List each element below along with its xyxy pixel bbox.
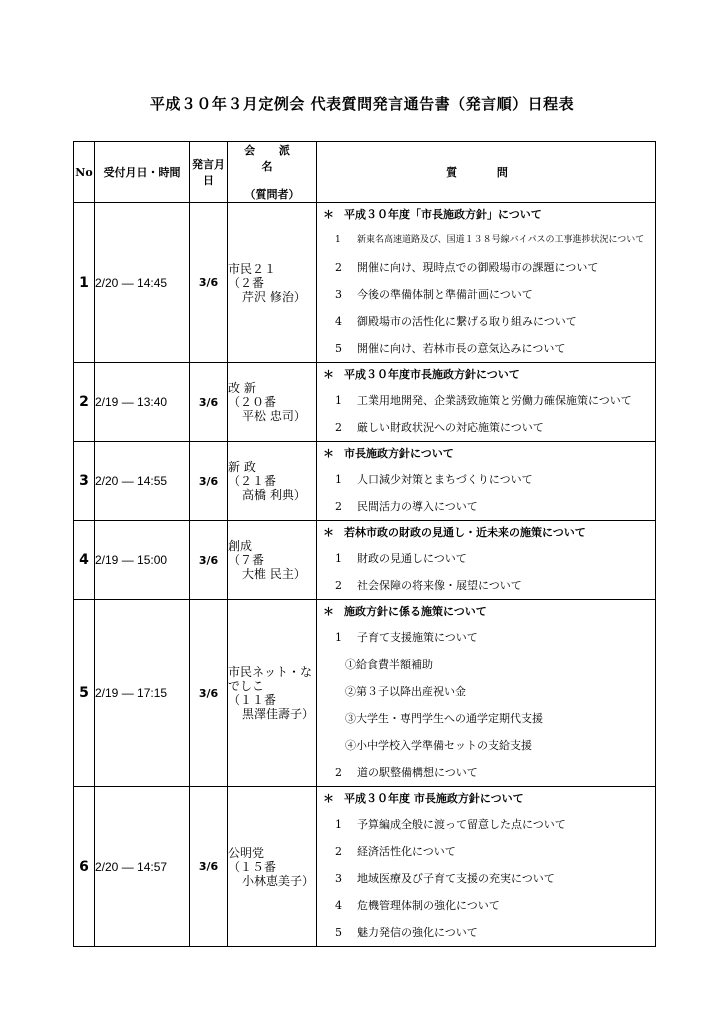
question-item-text: 開催に向け、若林市長の意気込みについて	[357, 342, 566, 355]
party-name: 創成	[228, 539, 253, 553]
question-item-text: ①給食費半額補助	[345, 658, 433, 671]
party-name: 改 新	[228, 381, 256, 395]
question-subitem	[317, 651, 655, 678]
question-item-number: 1	[335, 552, 342, 565]
question-item	[317, 414, 655, 441]
question-item-number: 2	[335, 500, 342, 513]
header-date: 受付月日・時間	[95, 142, 190, 203]
question-item-text: 社会保障の将来像・展望について	[357, 579, 522, 592]
question-item-text: 予算編成全般に渡って留意した点について	[357, 818, 566, 831]
member-seat: （２番	[228, 275, 265, 290]
row-speech-date: 3/6	[190, 363, 228, 442]
question-item-number: 5	[335, 342, 342, 355]
question-item-text: 今後の準備体制と準備計画について	[357, 288, 533, 301]
question-heading	[317, 363, 655, 387]
question-heading-text: 平成３０年度市長施政方針について	[344, 368, 520, 381]
row-speech-date: 3/6	[190, 600, 228, 787]
party-name: 市民ネット・なでしこ	[228, 665, 313, 693]
row-questions	[317, 521, 656, 600]
question-heading-text: 施政方針に係る施策について	[344, 605, 487, 618]
question-subitem	[317, 732, 655, 759]
row-questions	[317, 600, 656, 787]
table-row	[74, 442, 656, 521]
question-item-text: ②第３子以降出産祝い金	[345, 685, 466, 698]
question-item-text: ④小中学校入学準備セットの支給支援	[345, 739, 532, 752]
member-name: 小林恵美子）	[242, 873, 315, 888]
question-item	[317, 624, 655, 651]
member-name: 大椎 民主）	[242, 567, 306, 581]
question-heading	[317, 787, 655, 811]
row-party	[228, 203, 317, 363]
question-item-number: 2	[335, 421, 342, 434]
question-item-text: 人口減少対策とまちづくりについて	[357, 473, 533, 486]
row-speech-date: 3/6	[190, 442, 228, 521]
row-party	[228, 442, 317, 521]
question-item-text: 新東名高速道路及び、国道１３８号線バイパスの工事進捗状況について	[357, 235, 645, 245]
question-item-text: 工業用地開発、企業誘致施策と労働力確保施策について	[357, 394, 632, 407]
question-heading	[317, 203, 655, 227]
question-heading-text: 市長施政方針について	[344, 447, 454, 460]
member-name: 高橋 利典）	[242, 488, 306, 502]
question-item-number: 4	[335, 899, 342, 912]
question-heading	[317, 442, 655, 466]
row-questions	[317, 363, 656, 442]
question-item-text: ③大学生・専門学生への通学定期代支援	[345, 712, 543, 725]
question-item-text: 開催に向け、現時点での御殿場市の課題について	[357, 261, 599, 274]
member-name: 平松 忠司）	[242, 409, 306, 423]
row-number: 3	[74, 442, 95, 521]
asterisk-icon: ＊	[323, 447, 334, 460]
question-item-number: 1	[335, 394, 342, 407]
row-questions	[317, 787, 656, 947]
member-seat: （２０番	[228, 395, 277, 409]
member-name: 黒澤佳壽子）	[242, 707, 315, 721]
asterisk-icon: ＊	[323, 792, 334, 805]
question-item	[317, 227, 655, 254]
question-item-text: 財政の見通しについて	[357, 552, 467, 565]
asterisk-icon: ＊	[323, 526, 334, 539]
party-name: 公明党	[228, 845, 265, 860]
question-item	[317, 892, 655, 919]
question-subitem	[317, 678, 655, 705]
row-number: 5	[74, 600, 95, 787]
question-item-number: 1	[335, 235, 341, 245]
header-row	[74, 142, 656, 203]
header-party-name: 会 派 名	[244, 144, 300, 173]
question-item	[317, 865, 655, 892]
question-item-number: 3	[335, 288, 342, 301]
question-item	[317, 254, 655, 281]
row-received-time: 2/19 ― 15:00	[95, 521, 190, 600]
question-subitem	[317, 705, 655, 732]
member-seat: （２１番	[228, 474, 277, 488]
row-number: 4	[74, 521, 95, 600]
question-item-text: 道の駅整備構想について	[357, 766, 478, 779]
question-item	[317, 838, 655, 865]
question-heading-text: 若林市政の財政の見通し・近未来の施策について	[344, 526, 586, 539]
page-title: 平成３０年３月定例会 代表質問発言通告書（発言順）日程表	[149, 95, 575, 113]
question-item	[317, 281, 655, 308]
question-item-text: 地域医療及び子育て支援の充実について	[357, 872, 555, 885]
party-name: 市民２１	[228, 261, 277, 276]
question-item	[317, 335, 655, 362]
table-row	[74, 363, 656, 442]
question-item-number: 4	[335, 315, 342, 328]
question-item-text: 経済活性化について	[357, 845, 456, 858]
question-item	[317, 572, 655, 599]
asterisk-icon: ＊	[323, 368, 334, 381]
member-seat: （１１番	[228, 693, 277, 707]
row-party	[228, 521, 317, 600]
question-heading	[317, 521, 655, 545]
table-row	[74, 521, 656, 600]
question-item-number: 2	[335, 579, 342, 592]
row-speech-date: 3/6	[190, 521, 228, 600]
question-item-number: 2	[335, 261, 342, 274]
question-item	[317, 387, 655, 414]
row-questions	[317, 442, 656, 521]
header-party-member: （質問者）	[244, 188, 300, 201]
question-item	[317, 493, 655, 520]
row-received-time: 2/19 ― 17:15	[95, 600, 190, 787]
row-questions	[317, 203, 656, 363]
row-received-time: 2/19 ― 13:40	[95, 363, 190, 442]
question-item-number: 1	[335, 818, 342, 831]
table-row	[74, 600, 656, 787]
asterisk-icon: ＊	[323, 605, 334, 618]
question-item-text: 危機管理体制の強化について	[357, 899, 500, 912]
row-received-time: 2/20 ― 14:57	[95, 787, 190, 947]
question-item-text: 厳しい財政状況への対応施策について	[357, 421, 544, 434]
question-item-text: 子育て支援施策について	[357, 631, 478, 644]
header-question: 質 問	[317, 142, 656, 203]
question-item-number: 3	[335, 872, 342, 885]
question-item	[317, 811, 655, 838]
question-item	[317, 919, 655, 946]
party-name: 新 政	[228, 460, 256, 474]
asterisk-icon: ＊	[323, 208, 334, 221]
member-seat: （１５番	[228, 859, 277, 874]
row-received-time: 2/20 ― 14:55	[95, 442, 190, 521]
member-name: 芹沢 修治）	[242, 289, 306, 304]
row-speech-date: 3/6	[190, 787, 228, 947]
member-seat: （７番	[228, 553, 265, 567]
question-heading-text: 平成３０年度「市長施政方針」について	[344, 208, 542, 221]
row-speech-date: 3/6	[190, 203, 228, 363]
question-item	[317, 759, 655, 786]
schedule-table	[73, 141, 656, 947]
question-item-number: 1	[335, 473, 342, 486]
question-item	[317, 466, 655, 493]
question-heading	[317, 600, 655, 624]
question-item-text: 魅力発信の強化について	[357, 926, 478, 939]
question-item-number: 5	[335, 926, 342, 939]
row-party	[228, 363, 317, 442]
question-item-text: 民間活力の導入について	[357, 500, 478, 513]
question-heading-text: 平成３０年度 市長施政方針について	[344, 792, 524, 805]
table-row	[74, 787, 656, 947]
row-party	[228, 600, 317, 787]
question-item	[317, 308, 655, 335]
question-item-number: 2	[335, 766, 342, 779]
question-item-text: 御殿場市の活性化に繋げる取り組みについて	[357, 315, 577, 328]
row-number: 6	[74, 787, 95, 947]
table-row	[74, 203, 656, 363]
row-received-time: 2/20 ― 14:45	[95, 203, 190, 363]
header-party	[228, 142, 317, 203]
row-number: 2	[74, 363, 95, 442]
question-item-number: 1	[335, 631, 342, 644]
question-item-number: 2	[335, 845, 342, 858]
header-day: 発言月日	[190, 142, 228, 203]
row-number: 1	[74, 203, 95, 363]
question-item	[317, 545, 655, 572]
row-party	[228, 787, 317, 947]
header-no: No	[74, 142, 95, 203]
